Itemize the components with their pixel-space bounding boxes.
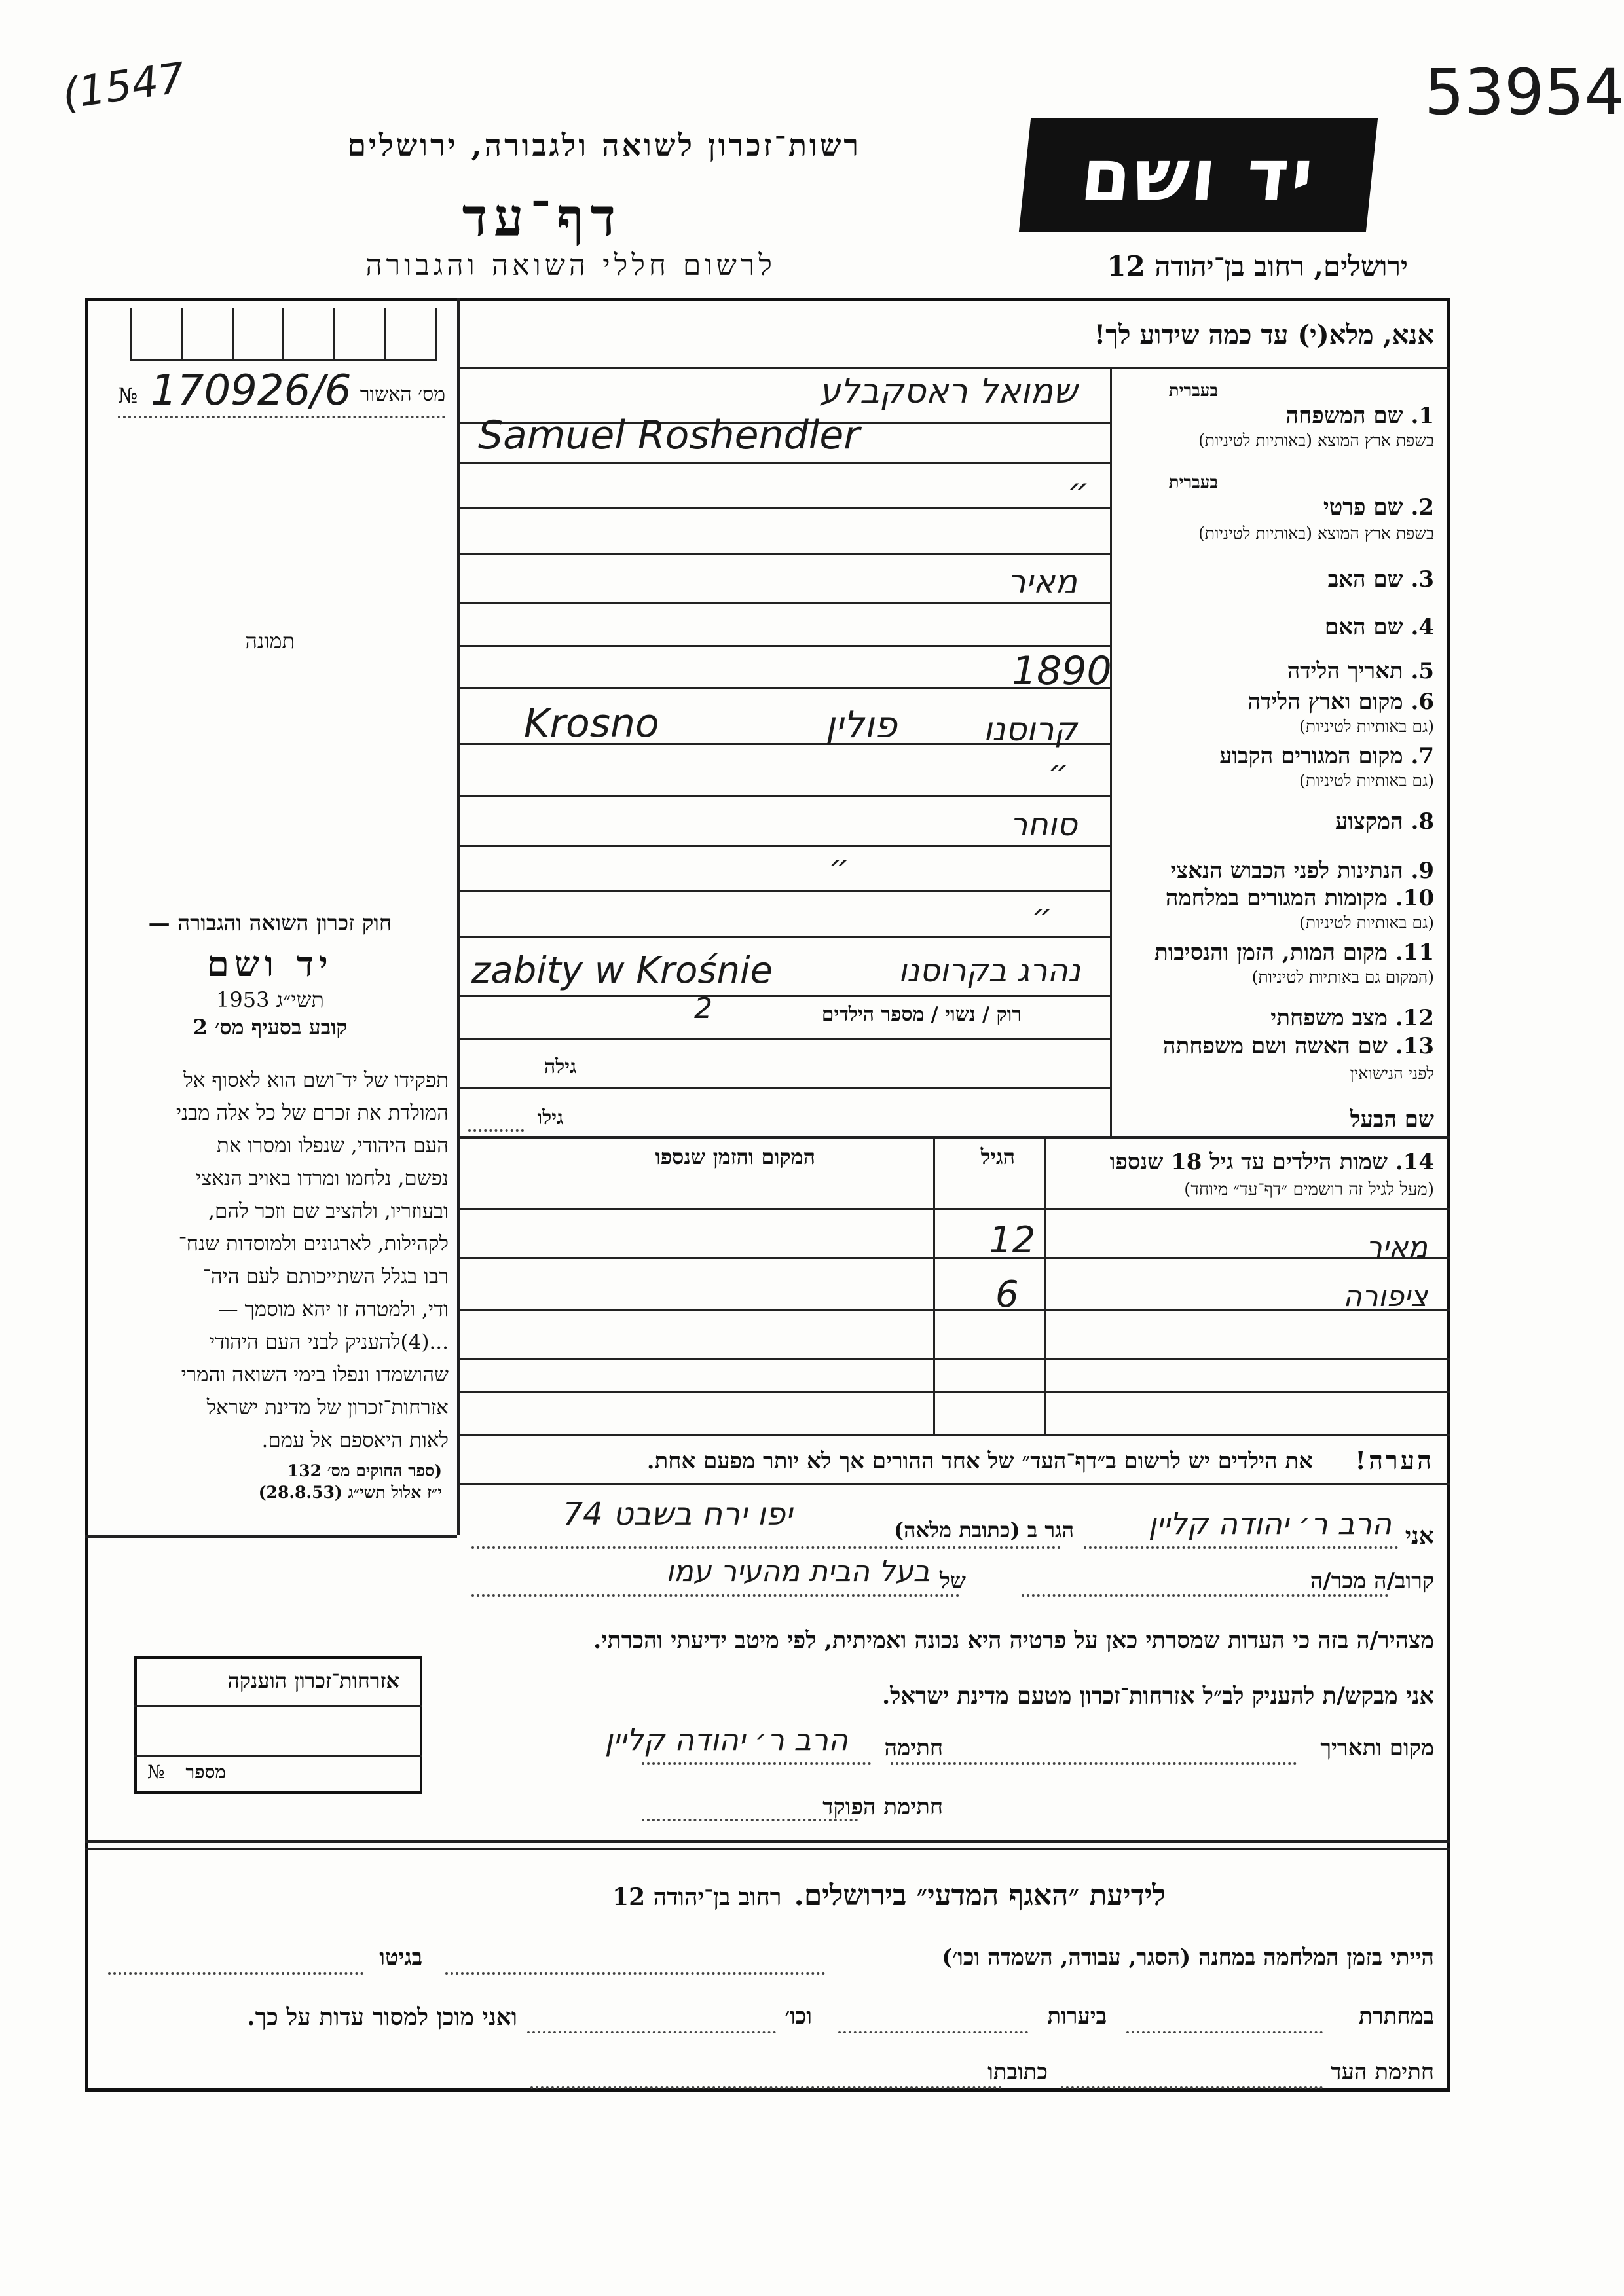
law-body xyxy=(92,1064,449,1457)
top-left-mark: (1547 xyxy=(59,54,189,119)
law-line: ודי, ולמטרה זו יהא מוסמך — xyxy=(217,1298,449,1321)
authority-name: רשות־זכרון לשואה ולגבורה, ירושלים xyxy=(347,128,861,163)
instruction: אנא, מלא(י) עד כמה שידוע לך! xyxy=(1094,319,1434,350)
f1-value-latin: Samuel Roshendler xyxy=(478,412,860,458)
f2-num: 2. xyxy=(1411,494,1434,520)
f11-label xyxy=(1154,939,1434,966)
label-column-divider xyxy=(1110,367,1112,1136)
ghetto-label: בגיטו xyxy=(379,1944,422,1971)
children-bottom-rule xyxy=(457,1434,1450,1436)
f13-num: 13. xyxy=(1395,1033,1434,1059)
f13-age-label: גילה xyxy=(544,1055,576,1078)
f11-num: 11. xyxy=(1395,939,1434,966)
f9-label xyxy=(1171,858,1435,884)
f7-value: ״ xyxy=(1048,753,1069,791)
citizenship-number-label: מספר xyxy=(185,1761,226,1783)
citizenship-number-symbol: № xyxy=(147,1761,165,1783)
child-1-name: מאיר xyxy=(1366,1231,1428,1264)
f2-hebrew-tag: בעברית xyxy=(1168,473,1218,492)
f1-latin-hint: בשפת ארץ המוצא (באותיות לטיניות) xyxy=(1198,431,1434,450)
f6-hint: (גם באותיות לטיניות) xyxy=(1299,717,1434,736)
f2-label-text: שם פרטי xyxy=(1323,494,1403,520)
f1-value-hebrew: שמואל ראסקבלע xyxy=(819,372,1077,411)
photo-label: תמונה xyxy=(245,629,295,653)
f6-label xyxy=(1247,689,1434,715)
law-citation-1: (ספר החוקים מס׳ 132 xyxy=(287,1461,442,1480)
f1-label xyxy=(1286,403,1434,429)
of-label: של xyxy=(940,1568,966,1594)
f10-num: 10. xyxy=(1395,885,1434,911)
law-line: העם היהודי, שנפלו ומסרו את xyxy=(216,1134,449,1157)
declarant-name: הרב ר׳ יהודה קליין xyxy=(1148,1506,1392,1541)
declarant-address: יפו ירח בשבט 74 xyxy=(563,1496,792,1533)
f7-label xyxy=(1219,743,1434,769)
witness-signature-label: חתימת העד xyxy=(1331,2059,1434,2085)
f11-value-hebrew: נהרג בקרוסנו xyxy=(898,953,1080,989)
declaration-text: מצהיר/ה בזה כי העדות שמסרתי כאן על פרטיה היא נכונה ואמיתית, לפי מיטב ידיעתי והכרתי. xyxy=(593,1627,1434,1654)
law-line: לקהילות, לארגונים ולמוסדות שנח־ xyxy=(178,1232,449,1256)
f7-hint: (גם באותיות לטיניות) xyxy=(1299,771,1434,790)
note-text: את הילדים יש לרשום ב״דף־העד״ של אחד ההורים אך לא יותר מפעם אחת. xyxy=(646,1448,1313,1474)
f7-num: 7. xyxy=(1411,743,1434,769)
request-text: אני מבקש/ת להעניק לב״ל אזרחות־זכרון מטעם מדינת ישראל. xyxy=(881,1683,1434,1709)
f12-label-text: מצב משפחתי xyxy=(1270,1005,1388,1031)
f10-label xyxy=(1166,885,1434,911)
logo-text: יד ושם xyxy=(1077,133,1320,217)
etc-label: וכו׳ xyxy=(784,2003,812,2030)
left-column-divider xyxy=(457,298,460,1535)
law-line: לאות היאספם אל עמם. xyxy=(261,1429,449,1452)
f1-hebrew-tag: בעברית xyxy=(1168,381,1218,401)
instruction-rule xyxy=(457,367,1450,369)
f13-label xyxy=(1163,1033,1434,1059)
law-line: המולדת את זכרם של כל אלה מבני xyxy=(175,1101,449,1125)
yad-vashem-logo xyxy=(1019,118,1378,232)
f13-hint: לפני הנישואין xyxy=(1350,1064,1434,1083)
f5-label xyxy=(1287,658,1434,684)
f9-num: 9. xyxy=(1411,858,1434,884)
child-2-age: 6 xyxy=(995,1273,1019,1316)
relation-value: בעל הבית מהעיר עמו xyxy=(665,1555,930,1588)
approval-number-value: 170926/6 xyxy=(151,367,352,415)
forests-label: ביערות xyxy=(1047,2003,1107,2030)
f3-value: מאיר xyxy=(1007,563,1077,601)
top-right-number: 53954 xyxy=(1424,56,1624,129)
f2-value-hebrew: ״ xyxy=(1067,471,1090,511)
form-subtitle: לרשום חללי השואה והגבורה xyxy=(365,249,776,282)
note-label: הערה! xyxy=(1355,1446,1434,1475)
relative-label: קרוב/ה מכר/ה xyxy=(1310,1568,1434,1594)
f4-label-text: שם האם xyxy=(1324,614,1403,640)
children-place-header: המקום והזמן שנספו xyxy=(655,1144,815,1169)
f11-hint: (המקום גם באותיות לטיניות) xyxy=(1251,968,1434,987)
f10-label-text: מקומות המגורים במלחמה xyxy=(1165,885,1388,911)
f10-value: ״ xyxy=(1031,897,1053,935)
declarant-resident-label: הגר ב (כתובת מלאה) xyxy=(894,1518,1074,1542)
law-line: רבו בגלל השתייכותם לעם היה־ xyxy=(202,1265,449,1288)
law-line: ...(4)להעניק לבני העם היהודי xyxy=(210,1330,449,1354)
bottom-double-rule-2 xyxy=(85,1848,1450,1850)
f5-num: 5. xyxy=(1411,658,1434,684)
children-title-text: שמות הילדים עד גיל 18 שנספו xyxy=(1109,1149,1388,1175)
f3-label xyxy=(1328,566,1434,592)
f13-label-text: שם האשה ושם משפחתה xyxy=(1163,1033,1388,1059)
citizenship-title: אזרחות־זכרון הוענקה xyxy=(227,1668,399,1693)
children-subtitle: (מעל לגיל זה רושמים ״דף־עד״ מיוחד) xyxy=(1184,1180,1434,1199)
law-name: יד ושם xyxy=(207,943,333,985)
f5-value: 1890 xyxy=(1012,648,1112,694)
bottom-double-rule-1 xyxy=(85,1840,1450,1843)
signature-label: חתימה xyxy=(884,1735,943,1761)
approval-grid xyxy=(130,308,437,361)
f4-label xyxy=(1325,614,1434,640)
form-title: דף־עד xyxy=(462,187,622,248)
law-year: תשי״ג 1953 xyxy=(216,987,324,1012)
f2-label xyxy=(1323,494,1434,520)
declarant-i-label: אני xyxy=(1405,1522,1434,1550)
f10-hint: (גם באותיות לטיניות) xyxy=(1299,913,1434,932)
underground-label: במחתרת xyxy=(1359,2003,1434,2030)
witness-address-label: כתובתו xyxy=(987,2059,1048,2085)
note-bottom-rule xyxy=(457,1483,1450,1485)
f1-label-text: שם המשפחה xyxy=(1285,403,1403,429)
husband-age-label: גילו xyxy=(537,1106,563,1129)
officer-signature-label: חתימת הפוקד xyxy=(822,1794,943,1820)
signature-value: הרב ר׳ יהודה קליין xyxy=(604,1722,848,1757)
law-clause: קובע בסעיף מס׳ 2 xyxy=(193,1015,348,1040)
f5-label-text: תאריך הלידה xyxy=(1287,658,1403,684)
info-title xyxy=(612,1879,1166,1912)
f6-label-text: מקום וארץ הלידה xyxy=(1247,689,1403,715)
address: ירושלים, רחוב בן־יהודה 12 xyxy=(1107,250,1408,282)
f12-label xyxy=(1270,1005,1434,1031)
f9-value: ״ xyxy=(828,848,850,886)
f3-num: 3. xyxy=(1411,566,1434,592)
child-1-age: 12 xyxy=(989,1219,1036,1262)
children-col-a xyxy=(1044,1136,1046,1434)
approval-dots xyxy=(118,416,445,418)
f6-value-city: קרוסנו xyxy=(983,710,1077,748)
f8-value: סוחר xyxy=(1010,807,1077,843)
law-line: ובעוזריו, ולהציב שם וזכר להם, xyxy=(208,1199,449,1223)
law-citation-2: י״ז אלול תשי״ג (28.8.53) xyxy=(258,1483,442,1502)
children-col-b xyxy=(933,1136,935,1434)
children-age-header: הגיל xyxy=(980,1144,1015,1169)
f11-label-text: מקום המות, הזמן והנסיבות xyxy=(1154,939,1388,966)
approval-label: מס׳ האשור xyxy=(360,383,445,406)
left-column-bottom-rule xyxy=(85,1535,457,1538)
children-header-rule xyxy=(457,1208,1450,1210)
f2-latin-hint: בשפת ארץ המוצא (באותיות לטיניות) xyxy=(1198,524,1434,543)
f8-label-text: המקצוע xyxy=(1335,809,1403,835)
children-num: 14. xyxy=(1395,1149,1434,1175)
law-line: נפשם, נלחמו ומרדו באויב הנאצי xyxy=(196,1167,449,1190)
info-title-bold: לידיעת ״האגף המדעי״ בירושלים. xyxy=(794,1879,1166,1912)
f12-options: רוק / נשוי / מספר הילדים xyxy=(821,1003,1022,1026)
f8-label xyxy=(1335,809,1434,835)
f12-value: 2 xyxy=(694,992,712,1025)
f4-num: 4. xyxy=(1411,614,1434,640)
f1-num: 1. xyxy=(1411,403,1434,429)
approval-number-symbol: № xyxy=(118,383,138,408)
f8-num: 8. xyxy=(1411,809,1434,835)
ready-label: ואני מוכן למסור עדות על כך. xyxy=(247,2003,517,2031)
law-box xyxy=(92,910,449,1040)
form-upper-bottom-rule xyxy=(457,1136,1450,1139)
law-line: אזרחות־זכרון של מדינת ישראל xyxy=(206,1396,449,1419)
husband-label: שם הבעל xyxy=(1350,1106,1434,1133)
f9-label-text: הנתינות לפני הכבוש הנאצי xyxy=(1170,858,1403,884)
f11-value-latin: zabity w Krośnie xyxy=(471,949,773,992)
law-line: שהושמדו ונפלו בימי השואה והמרי xyxy=(181,1363,449,1387)
f12-num: 12. xyxy=(1395,1005,1434,1031)
info-line1: הייתי בזמן המלחמה במחנה (הסגר, עבודה, השמדה וכו׳) xyxy=(942,1944,1434,1971)
info-title-address: רחוב בן־יהודה 12 xyxy=(612,1884,782,1911)
f6-value-country: פולין xyxy=(825,704,897,746)
law-line: תפקידו של יד־ושם הוא לאסוף אל xyxy=(183,1068,449,1092)
law-title: חוק זכרון השואה והגבורה — xyxy=(148,910,392,936)
f3-label-text: שם האב xyxy=(1327,566,1403,592)
children-title xyxy=(1110,1149,1434,1175)
f7-label-text: מקום המגורים הקבוע xyxy=(1219,743,1403,769)
f6-num: 6. xyxy=(1411,689,1434,715)
f6-value-latin: Krosno xyxy=(524,701,659,746)
place-date-label: מקום ותאריך xyxy=(1320,1735,1434,1761)
child-2-name: ציפורה xyxy=(1343,1280,1428,1313)
